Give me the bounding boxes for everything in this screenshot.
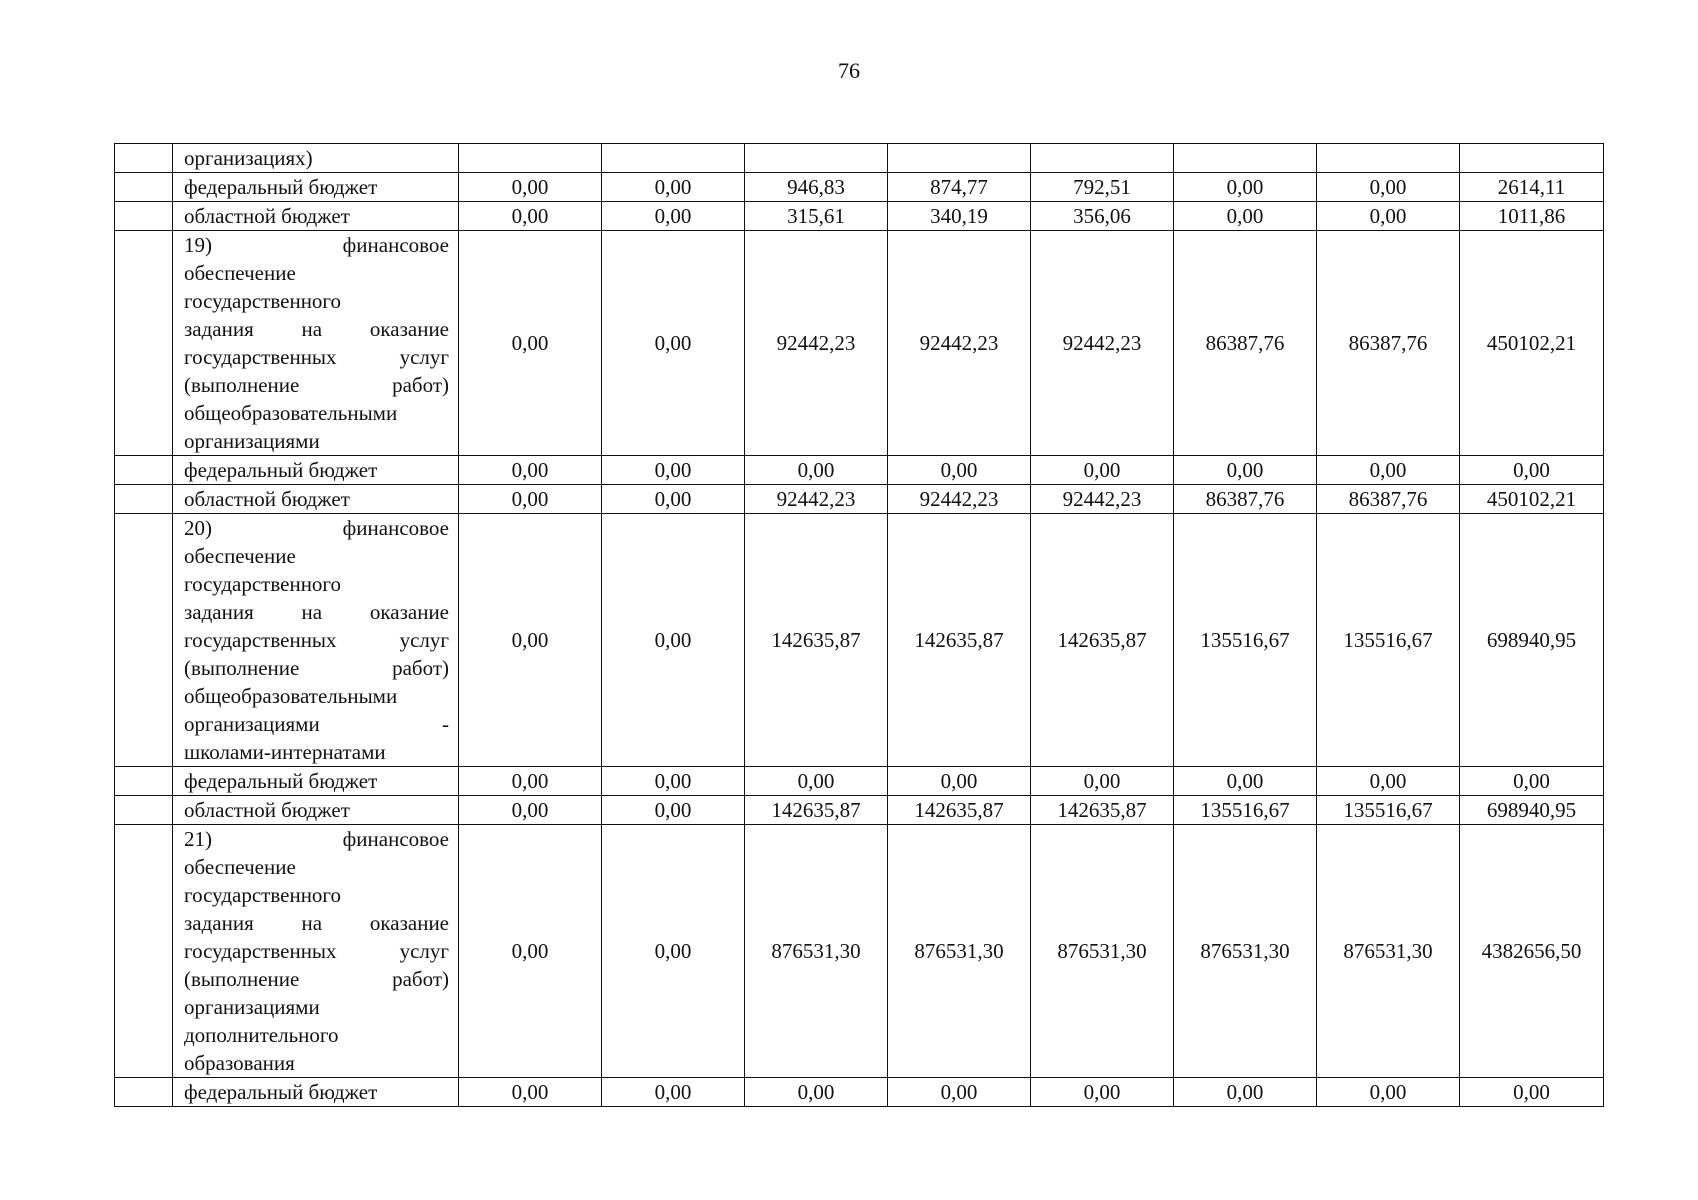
- row-number-cell: [115, 485, 173, 514]
- value-cell: 0,00: [1031, 1078, 1174, 1107]
- value-cell: 0,00: [888, 456, 1031, 485]
- value-cell: [888, 144, 1031, 173]
- row-description-line: федеральный бюджет: [184, 175, 378, 199]
- value-cell: 92442,23: [888, 231, 1031, 456]
- value-cell: 0,00: [1174, 456, 1317, 485]
- row-description-line: организациями: [184, 995, 320, 1019]
- table-row: [115, 825, 1604, 1078]
- value-cell: 0,00: [459, 796, 602, 825]
- row-description-cell: [173, 1078, 459, 1107]
- value-cell: 142635,87: [745, 514, 888, 767]
- value-cell: 135516,67: [1174, 514, 1317, 767]
- value-cell: 135516,67: [1174, 796, 1317, 825]
- value-cell: 2614,11: [1460, 173, 1604, 202]
- value-cell: 0,00: [602, 456, 745, 485]
- row-description-line: областной бюджет: [184, 798, 350, 822]
- value-cell: 86387,76: [1317, 485, 1460, 514]
- value-cell: 0,00: [602, 485, 745, 514]
- row-description-line: государственных услуг: [184, 345, 449, 369]
- row-description-line: обеспечение: [184, 855, 296, 879]
- value-cell: 0,00: [1460, 456, 1604, 485]
- table-row: [115, 144, 1604, 173]
- row-description-cell: [173, 514, 459, 767]
- value-cell: [459, 144, 602, 173]
- value-cell: 86387,76: [1174, 231, 1317, 456]
- table-row: [115, 767, 1604, 796]
- value-cell: 142635,87: [1031, 514, 1174, 767]
- value-cell: 946,83: [745, 173, 888, 202]
- value-cell: 92442,23: [745, 231, 888, 456]
- row-number-cell: [115, 231, 173, 456]
- value-cell: 0,00: [602, 767, 745, 796]
- row-number-cell: [115, 144, 173, 173]
- table-row: [115, 796, 1604, 825]
- row-number-cell: [115, 173, 173, 202]
- value-cell: 142635,87: [1031, 796, 1174, 825]
- row-number-cell: [115, 825, 173, 1078]
- value-cell: 876531,30: [1174, 825, 1317, 1078]
- value-cell: 0,00: [745, 1078, 888, 1107]
- value-cell: 698940,95: [1460, 514, 1604, 767]
- value-cell: 0,00: [459, 173, 602, 202]
- budget-table-body: [115, 144, 1604, 1107]
- row-description-cell: [173, 231, 459, 456]
- value-cell: 0,00: [1460, 1078, 1604, 1107]
- value-cell: 86387,76: [1317, 231, 1460, 456]
- value-cell: 876531,30: [1031, 825, 1174, 1078]
- value-cell: 874,77: [888, 173, 1031, 202]
- row-description-cell: [173, 202, 459, 231]
- value-cell: 792,51: [1031, 173, 1174, 202]
- row-description-cell: [173, 173, 459, 202]
- value-cell: 876531,30: [1317, 825, 1460, 1078]
- value-cell: 0,00: [602, 202, 745, 231]
- value-cell: 1011,86: [1460, 202, 1604, 231]
- value-cell: 0,00: [745, 767, 888, 796]
- value-cell: 0,00: [1174, 173, 1317, 202]
- value-cell: [1031, 144, 1174, 173]
- value-cell: [1317, 144, 1460, 173]
- row-description-line: организациями -: [184, 712, 449, 736]
- table-row: [115, 514, 1604, 767]
- row-number-cell: [115, 767, 173, 796]
- value-cell: 876531,30: [888, 825, 1031, 1078]
- row-description-line: 19) финансовое: [184, 233, 449, 257]
- value-cell: 0,00: [888, 767, 1031, 796]
- row-description-cell: [173, 825, 459, 1078]
- row-description-line: организациями: [184, 429, 320, 453]
- row-description-line: государственного: [184, 883, 342, 907]
- value-cell: 92442,23: [1031, 485, 1174, 514]
- row-description-line: 20) финансовое: [184, 516, 449, 540]
- row-description-line: задания на оказание: [184, 600, 449, 624]
- value-cell: 0,00: [459, 202, 602, 231]
- row-number-cell: [115, 456, 173, 485]
- value-cell: 0,00: [1317, 1078, 1460, 1107]
- table-row: [115, 456, 1604, 485]
- value-cell: 450102,21: [1460, 231, 1604, 456]
- value-cell: 356,06: [1031, 202, 1174, 231]
- value-cell: 698940,95: [1460, 796, 1604, 825]
- row-description-line: областной бюджет: [184, 487, 350, 511]
- row-description-line: школами-интернатами: [184, 740, 386, 764]
- table-row: [115, 173, 1604, 202]
- row-description-line: федеральный бюджет: [184, 769, 378, 793]
- value-cell: 0,00: [1317, 202, 1460, 231]
- row-description-line: задания на оказание: [184, 317, 449, 341]
- row-description-cell: [173, 144, 459, 173]
- table-row: [115, 231, 1604, 456]
- row-description-line: областной бюджет: [184, 204, 350, 228]
- row-description-line: обеспечение: [184, 544, 296, 568]
- row-number-cell: [115, 514, 173, 767]
- row-description-line: (выполнение работ): [184, 656, 449, 680]
- row-number-cell: [115, 1078, 173, 1107]
- value-cell: 142635,87: [888, 514, 1031, 767]
- table-row: [115, 485, 1604, 514]
- value-cell: 0,00: [602, 173, 745, 202]
- value-cell: 0,00: [459, 514, 602, 767]
- row-description-line: организациях): [184, 146, 313, 170]
- value-cell: 0,00: [1031, 456, 1174, 485]
- row-description-cell: [173, 456, 459, 485]
- value-cell: 450102,21: [1460, 485, 1604, 514]
- budget-table: [114, 143, 1604, 1107]
- row-number-cell: [115, 202, 173, 231]
- value-cell: 135516,67: [1317, 796, 1460, 825]
- value-cell: 135516,67: [1317, 514, 1460, 767]
- value-cell: [1174, 144, 1317, 173]
- value-cell: 0,00: [888, 1078, 1031, 1107]
- value-cell: 0,00: [1460, 767, 1604, 796]
- table-row: [115, 202, 1604, 231]
- value-cell: 315,61: [745, 202, 888, 231]
- value-cell: 0,00: [459, 231, 602, 456]
- value-cell: 86387,76: [1174, 485, 1317, 514]
- value-cell: 142635,87: [745, 796, 888, 825]
- value-cell: 0,00: [459, 485, 602, 514]
- value-cell: 92442,23: [888, 485, 1031, 514]
- value-cell: 0,00: [459, 767, 602, 796]
- value-cell: 0,00: [1317, 456, 1460, 485]
- row-number-cell: [115, 796, 173, 825]
- value-cell: 0,00: [1317, 173, 1460, 202]
- table-row: [115, 1078, 1604, 1107]
- row-description-line: (выполнение работ): [184, 967, 449, 991]
- value-cell: 340,19: [888, 202, 1031, 231]
- row-description-line: 21) финансовое: [184, 827, 449, 851]
- row-description-line: федеральный бюджет: [184, 458, 378, 482]
- row-description-cell: [173, 485, 459, 514]
- value-cell: 0,00: [602, 796, 745, 825]
- value-cell: 0,00: [1317, 767, 1460, 796]
- value-cell: 0,00: [459, 825, 602, 1078]
- row-description-cell: [173, 796, 459, 825]
- value-cell: 0,00: [602, 231, 745, 456]
- value-cell: 0,00: [745, 456, 888, 485]
- row-description-line: общеобразовательными: [184, 401, 398, 425]
- row-description-line: государственных услуг: [184, 939, 449, 963]
- value-cell: 92442,23: [1031, 231, 1174, 456]
- row-description-line: общеобразовательными: [184, 684, 398, 708]
- row-description-line: дополнительного: [184, 1023, 339, 1047]
- value-cell: 92442,23: [745, 485, 888, 514]
- value-cell: 0,00: [1174, 1078, 1317, 1107]
- row-description-line: образования: [184, 1051, 295, 1075]
- row-description-line: (выполнение работ): [184, 373, 449, 397]
- page-number: 76: [838, 58, 860, 83]
- row-description-line: задания на оказание: [184, 911, 449, 935]
- row-description-line: государственного: [184, 289, 342, 313]
- value-cell: 0,00: [602, 514, 745, 767]
- value-cell: 142635,87: [888, 796, 1031, 825]
- value-cell: [1460, 144, 1604, 173]
- value-cell: [745, 144, 888, 173]
- row-description-line: государственного: [184, 572, 342, 596]
- value-cell: 0,00: [459, 456, 602, 485]
- value-cell: 876531,30: [745, 825, 888, 1078]
- row-description-line: государственных услуг: [184, 628, 449, 652]
- row-description-line: федеральный бюджет: [184, 1080, 378, 1104]
- value-cell: 0,00: [1174, 767, 1317, 796]
- value-cell: [602, 144, 745, 173]
- value-cell: 0,00: [459, 1078, 602, 1107]
- value-cell: 0,00: [1031, 767, 1174, 796]
- row-description-cell: [173, 767, 459, 796]
- value-cell: 4382656,50: [1460, 825, 1604, 1078]
- value-cell: 0,00: [602, 1078, 745, 1107]
- value-cell: 0,00: [1174, 202, 1317, 231]
- value-cell: 0,00: [602, 825, 745, 1078]
- row-description-line: обеспечение: [184, 261, 296, 285]
